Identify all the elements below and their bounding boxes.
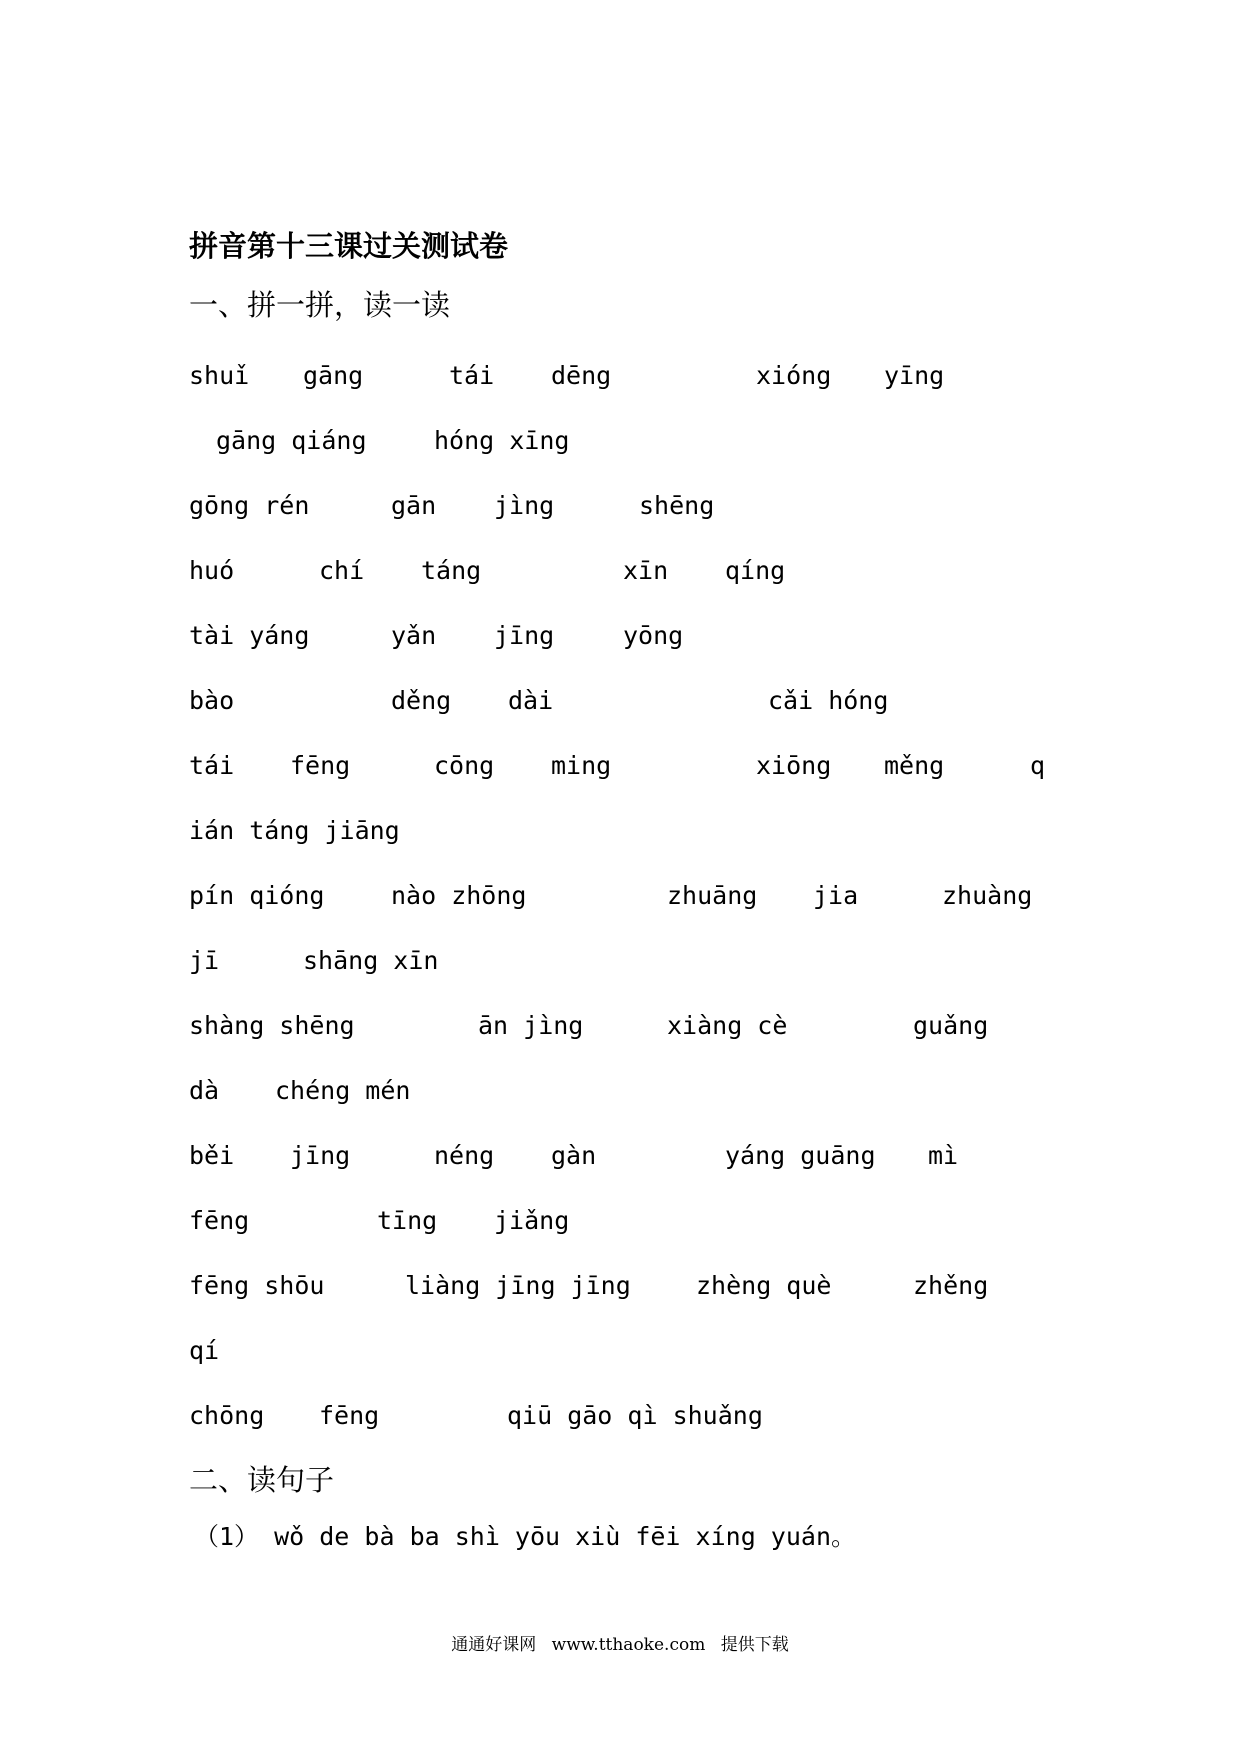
pinyin-word: jīng (290, 1141, 351, 1170)
pinyin-word: mì (928, 1141, 959, 1170)
pinyin-word: qiū gāo qì shuǎng (507, 1401, 763, 1430)
pinyin-row (0, 681, 1240, 721)
pinyin-word: xīn (623, 556, 669, 585)
pinyin-word: tái (449, 361, 495, 390)
pinyin-word: pín qióng (189, 881, 325, 910)
pinyin-word: qí (189, 1336, 220, 1365)
pinyin-word: nào zhōng (391, 881, 527, 910)
pinyin-row (0, 1071, 1240, 1111)
pinyin-word: zhèng què (696, 1271, 832, 1300)
sentence-line (0, 1517, 1240, 1557)
pinyin-word: fēng (189, 1206, 250, 1235)
pinyin-row (0, 1396, 1240, 1436)
pinyin-word: xiàng cè (667, 1011, 788, 1040)
pinyin-word: zhuàng (942, 881, 1033, 910)
pinyin-word: chōng (189, 1401, 265, 1430)
pinyin-row (0, 941, 1240, 981)
pinyin-word: gàn (551, 1141, 597, 1170)
pinyin-word: jiǎng (494, 1206, 570, 1235)
pinyin-row (0, 356, 1240, 396)
pinyin-row (0, 551, 1240, 591)
pinyin-word: jia (813, 881, 859, 910)
pinyin-word: yáng guāng (725, 1141, 876, 1170)
pinyin-row (0, 616, 1240, 656)
section-1-heading: 一、拼一拼，读一读 (189, 288, 451, 322)
pinyin-row (0, 486, 1240, 526)
pinyin-word: jìng (494, 491, 555, 520)
pinyin-word: chí (319, 556, 365, 585)
pinyin-word: shàng shēng (189, 1011, 355, 1040)
pinyin-word: fēng (319, 1401, 380, 1430)
pinyin-word: gāng qiáng (216, 426, 367, 455)
pinyin-word: zhěng (913, 1271, 989, 1300)
pinyin-word: běi (189, 1141, 235, 1170)
pinyin-word: shēng (639, 491, 715, 520)
pinyin-word: liàng jīng jīng (405, 1271, 631, 1300)
section-2-heading: 二、读句子 (189, 1463, 335, 1497)
pinyin-word: gān (391, 491, 437, 520)
pinyin-word: yīng (884, 361, 945, 390)
pinyin-word: tài yáng (189, 621, 310, 650)
footer-suffix: 提供下载 (720, 1635, 789, 1655)
pinyin-word: měng (884, 751, 945, 780)
pinyin-row (0, 1006, 1240, 1046)
pinyin-word: cōng (434, 751, 495, 780)
pinyin-word: cǎi hóng (768, 686, 889, 715)
pinyin-word: fēng (290, 751, 351, 780)
pinyin-word: dài (508, 686, 554, 715)
pinyin-word: ān jìng (478, 1011, 584, 1040)
pinyin-word: ming (551, 751, 612, 780)
pinyin-row (0, 1136, 1240, 1176)
footer-site-name: 通通好课网 (451, 1635, 537, 1655)
pinyin-word: bào (189, 686, 235, 715)
pinyin-row (0, 876, 1240, 916)
pinyin-word: jī (189, 946, 220, 975)
pinyin-word: jīng (494, 621, 555, 650)
pinyin-word: gāng (303, 361, 364, 390)
pinyin-row (0, 1331, 1240, 1371)
pinyin-row (0, 1201, 1240, 1241)
footer (0, 1630, 1240, 1655)
pinyin-word: chéng mén (275, 1076, 411, 1105)
pinyin-word: fēng shōu (189, 1271, 325, 1300)
footer-url: www.tthaoke.com (551, 1635, 706, 1655)
pinyin-word: zhuāng (667, 881, 758, 910)
pinyin-word: dēng (551, 361, 612, 390)
pinyin-word: tái (189, 751, 235, 780)
pinyin-word: xiōng (756, 751, 832, 780)
pinyin-word: xióng (756, 361, 832, 390)
pinyin-word: qíng (725, 556, 786, 585)
pinyin-word: tīng (377, 1206, 438, 1235)
pinyin-word: néng (434, 1141, 495, 1170)
pinyin-row (0, 1266, 1240, 1306)
pinyin-word: yōng (623, 621, 684, 650)
pinyin-word: hóng xīng (434, 426, 570, 455)
pinyin-word: shuǐ (189, 361, 250, 390)
pinyin-row (0, 811, 1240, 851)
pinyin-word: shāng xīn (303, 946, 439, 975)
sentence-1: （1） wǒ de bà ba shì yōu xiù fēi xíng yuán。 (194, 1522, 856, 1551)
pinyin-word: dà (189, 1076, 220, 1105)
pinyin-word: ián táng jiāng (189, 816, 400, 845)
pinyin-row (0, 421, 1240, 461)
pinyin-word: děng (391, 686, 452, 715)
pinyin-word: yǎn (391, 621, 437, 650)
pinyin-word: huó (189, 556, 235, 585)
page-title: 拼音第十三课过关测试卷 (189, 229, 509, 263)
pinyin-row (0, 746, 1240, 786)
pinyin-word: guǎng (913, 1011, 989, 1040)
pinyin-word: táng (421, 556, 482, 585)
pinyin-word: q (1030, 751, 1046, 780)
pinyin-word: gōng rén (189, 491, 310, 520)
